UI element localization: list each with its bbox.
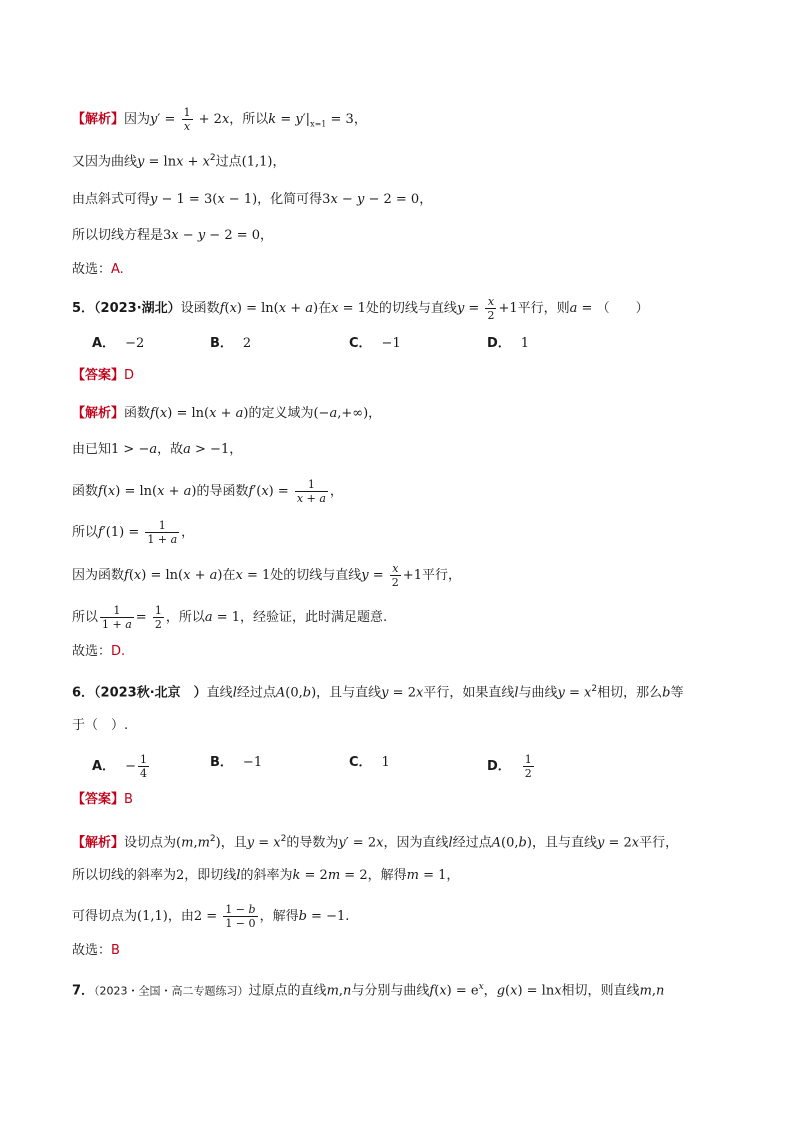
q6-option-c[interactable]: C． 1 <box>349 755 390 770</box>
question-5: 5．（2023·湖北）设函数f(x) = ln(x + a)在x = 1处的切线与直线y = $\frac{x}{2}$ +1平行，则a = （ ） <box>72 295 649 322</box>
q6-option-d[interactable]: D． $\frac{1}{2}$ <box>487 753 532 780</box>
q5-solution-line-1: 【解析】函数f(x) = ln(x + a)的定义域为(−a,+∞)， <box>72 406 382 421</box>
solution-line-1: 【解析】因为y′ = $\frac{1}{x}$ + 2x，所以$k = y'|_{x=1} = 3$， <box>72 106 367 133</box>
solution-line-3: 由点斜式可得y − 1 = 3(x − 1)，化简可得3x − y − 2 = 0， <box>72 192 433 207</box>
solution-line-5: 故选：A. <box>72 262 124 277</box>
question-6-cont: 于（ ）. <box>72 718 129 733</box>
q5-solution-line-4: 所以f′(1) = $\frac{1}{1 + a}$ ， <box>72 519 195 546</box>
q6-solution-line-1: 【解析】设切点为$(m,m^2)$，且$y = x^2$的导数为y′ = 2x，因为直线l经过点A(0,b)，且与直线y = 2x平行， <box>72 834 679 851</box>
q6-option-a[interactable]: A． − $\frac{1}{4}$ <box>92 753 147 780</box>
q5-option-c[interactable]: C． −1 <box>349 336 401 351</box>
q5-solution-line-7: 故选：D. <box>72 644 126 659</box>
question-7: 7．（2023・全国・高二专题练习）过原点的直线m,n与分别与曲线$f(x) = e^x$，g(x) = lnx相切，则直线m,n <box>72 982 665 999</box>
q5-option-b[interactable]: B． 2 <box>210 336 252 351</box>
question-6: 6．（2023秋·北京 ）直线l经过点A(0,b)，且与直线y = 2x平行，如果直线l与曲线$y = x^2$相切，那么b等 <box>72 684 684 701</box>
q6-solution-line-2: 所以切线的斜率为2，即切线l的斜率为k = 2m = 2，解得m = 1， <box>72 868 460 883</box>
q6-solution-line-4: 故选：B <box>72 943 120 958</box>
q6-answer: 【答案】B <box>72 792 133 807</box>
solution-line-4: 所以切线方程是3x − y − 2 = 0， <box>72 228 274 243</box>
q6-solution-line-3: 可得切点为(1,1)，由2 = $\frac{1 - b}{1 - 0}$ ，解得b = −1. <box>72 903 350 930</box>
q5-option-a[interactable]: A． −2 <box>92 336 145 351</box>
solution-line-2: 又因为曲线$y = \ln x + x^2$过点(1,1)， <box>72 153 286 170</box>
q5-solution-line-6: 所以 $\frac{1}{1 + a}$ = $\frac{1}{2}$ ，所以a = 1，经验证，此时满足题意. <box>72 604 388 631</box>
q5-solution-line-3: 函数f(x) = ln(x + a)的导函数f′(x) = $\frac{1}{x + a}$ ， <box>72 478 343 505</box>
q6-option-b[interactable]: B． −1 <box>210 755 263 770</box>
q5-solution-line-2: 由已知1 > −a，故a > −1， <box>72 442 243 457</box>
q5-answer: 【答案】D <box>72 368 135 383</box>
q5-option-d[interactable]: D． 1 <box>487 336 530 351</box>
q5-solution-line-5: 因为函数f(x) = ln(x + a)在x = 1处的切线与直线y = $\frac{x}{2}$ +1平行， <box>72 562 461 589</box>
